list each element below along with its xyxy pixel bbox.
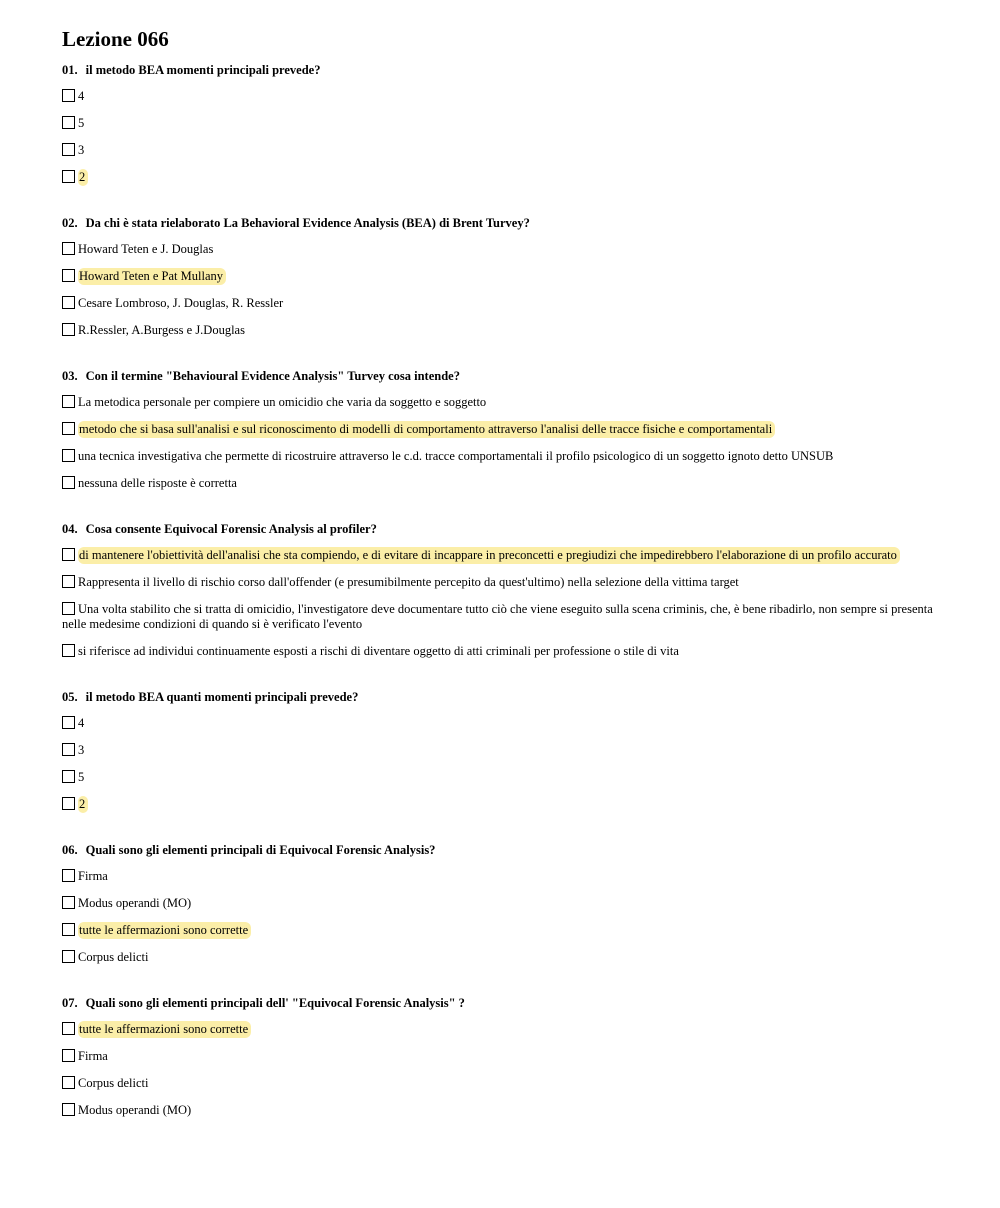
answer-list xyxy=(62,1022,942,1130)
question-block xyxy=(62,842,942,977)
quiz-page xyxy=(62,26,942,1148)
answer-list xyxy=(62,548,942,671)
question-text: il metodo BEA momenti principali prevede? xyxy=(85,63,321,77)
answer-text-correct: 2 xyxy=(78,169,88,186)
answer-text: si riferisce ad individui continuamente esposti a rischi di diventare oggetto di atti criminali per professione o stile di vita xyxy=(78,644,679,658)
answer-checkbox[interactable] xyxy=(62,575,75,588)
answer-checkbox[interactable] xyxy=(62,797,75,810)
answer-option[interactable] xyxy=(62,797,942,812)
answer-option[interactable] xyxy=(62,269,942,284)
answer-text: nessuna delle risposte è corretta xyxy=(78,476,237,490)
answer-option[interactable] xyxy=(62,89,942,104)
answer-checkbox[interactable] xyxy=(62,422,75,435)
answer-checkbox[interactable] xyxy=(62,1022,75,1035)
answer-option[interactable] xyxy=(62,923,942,938)
question-block xyxy=(62,995,942,1130)
question-number: 02. xyxy=(62,216,78,230)
question-number: 03. xyxy=(62,369,78,383)
question-text: il metodo BEA quanti momenti principali prevede? xyxy=(85,690,359,704)
question-number: 04. xyxy=(62,522,78,536)
answer-checkbox[interactable] xyxy=(62,449,75,462)
answer-checkbox[interactable] xyxy=(62,896,75,909)
answer-text: Una volta stabilito che si tratta di omicidio, l'investigatore deve documentare tutto ciò che viene eseguito sulla scena criminis, che, è bene ribadirlo, non sempre si presenta nelle medesime condizioni di quando si è verificato l'evento xyxy=(62,602,933,631)
answer-list xyxy=(62,89,942,197)
answer-text: 5 xyxy=(78,116,85,130)
question-title xyxy=(62,995,942,1011)
answer-checkbox[interactable] xyxy=(62,1103,75,1116)
answer-checkbox[interactable] xyxy=(62,950,75,963)
answer-checkbox[interactable] xyxy=(62,548,75,561)
answer-checkbox[interactable] xyxy=(62,644,75,657)
answer-option[interactable] xyxy=(62,1022,942,1037)
question-text: Quali sono gli elementi principali di Equivocal Forensic Analysis? xyxy=(85,843,436,857)
answer-option[interactable] xyxy=(62,449,942,464)
answer-checkbox[interactable] xyxy=(62,296,75,309)
answer-text-correct: di mantenere l'obiettività dell'analisi che sta compiendo, e di evitare di incappare in preconcetti e pregiudizi che impedirebbero l'elaborazione di un profilo accurato xyxy=(78,547,900,564)
answer-text: Firma xyxy=(78,1049,108,1063)
answer-checkbox[interactable] xyxy=(62,476,75,489)
answer-text: Firma xyxy=(78,869,108,883)
answer-checkbox[interactable] xyxy=(62,323,75,336)
answer-checkbox[interactable] xyxy=(62,716,75,729)
answer-option[interactable] xyxy=(62,143,942,158)
answer-option[interactable] xyxy=(62,950,942,965)
answer-text: 4 xyxy=(78,89,85,103)
question-text: Quali sono gli elementi principali dell' "Equivocal Forensic Analysis" ? xyxy=(85,996,465,1010)
answer-text: R.Ressler, A.Burgess e J.Douglas xyxy=(78,323,245,337)
answer-option[interactable] xyxy=(62,116,942,131)
answer-text-correct: tutte le affermazioni sono corrette xyxy=(78,922,251,939)
question-block xyxy=(62,521,942,671)
answer-text: Modus operandi (MO) xyxy=(78,1103,192,1117)
question-number: 05. xyxy=(62,690,78,704)
answer-text: La metodica personale per compiere un omicidio che varia da soggetto e soggetto xyxy=(78,395,487,409)
answer-text-correct: tutte le affermazioni sono corrette xyxy=(78,1021,251,1038)
answer-option[interactable] xyxy=(62,1076,942,1091)
lesson-title: Lezione 066 xyxy=(62,27,169,51)
question-number: 06. xyxy=(62,843,78,857)
answer-text: Cesare Lombroso, J. Douglas, R. Ressler xyxy=(78,296,284,310)
answer-checkbox[interactable] xyxy=(62,242,75,255)
answer-checkbox[interactable] xyxy=(62,743,75,756)
answer-list xyxy=(62,869,942,977)
answer-option[interactable] xyxy=(62,770,942,785)
answer-checkbox[interactable] xyxy=(62,89,75,102)
question-block xyxy=(62,62,942,197)
answer-option[interactable] xyxy=(62,716,942,731)
answer-option[interactable] xyxy=(62,743,942,758)
answer-option[interactable] xyxy=(62,296,942,311)
answer-checkbox[interactable] xyxy=(62,869,75,882)
answer-text: 5 xyxy=(78,770,85,784)
question-title xyxy=(62,368,942,384)
question-title xyxy=(62,215,942,231)
answer-option[interactable] xyxy=(62,869,942,884)
answer-checkbox[interactable] xyxy=(62,1076,75,1089)
answer-text: Howard Teten e J. Douglas xyxy=(78,242,214,256)
answer-option[interactable] xyxy=(62,395,942,410)
answer-option[interactable] xyxy=(62,896,942,911)
answer-text: Modus operandi (MO) xyxy=(78,896,192,910)
question-list xyxy=(62,62,942,1130)
answer-checkbox[interactable] xyxy=(62,269,75,282)
answer-text: 3 xyxy=(78,143,85,157)
question-block xyxy=(62,368,942,503)
answer-option[interactable] xyxy=(62,422,942,437)
answer-option[interactable] xyxy=(62,575,942,590)
answer-option[interactable] xyxy=(62,644,942,659)
question-title xyxy=(62,689,942,705)
question-block xyxy=(62,689,942,824)
answer-list xyxy=(62,395,942,503)
answer-option[interactable] xyxy=(62,242,942,257)
answer-option[interactable] xyxy=(62,323,942,338)
answer-checkbox[interactable] xyxy=(62,395,75,408)
answer-checkbox[interactable] xyxy=(62,602,75,615)
answer-list xyxy=(62,242,942,350)
question-number: 07. xyxy=(62,996,78,1010)
answer-checkbox[interactable] xyxy=(62,143,75,156)
question-block xyxy=(62,215,942,350)
answer-text: 4 xyxy=(78,716,85,730)
answer-text: Rappresenta il livello di rischio corso dall'offender (e presumibilmente percepito da quest'ultimo) nella selezione della vittima target xyxy=(78,575,739,589)
answer-option[interactable] xyxy=(62,1103,942,1118)
answer-option[interactable] xyxy=(62,602,942,632)
answer-text-correct: Howard Teten e Pat Mullany xyxy=(78,268,226,285)
answer-list xyxy=(62,716,942,824)
answer-checkbox[interactable] xyxy=(62,116,75,129)
question-number: 01. xyxy=(62,63,78,77)
answer-option[interactable] xyxy=(62,170,942,185)
question-text: Da chi è stata rielaborato La Behavioral Evidence Analysis (BEA) di Brent Turvey? xyxy=(85,216,530,230)
answer-text-correct: metodo che si basa sull'analisi e sul riconoscimento di modelli di comportamento attraverso l'analisi delle tracce fisiche e comportamentali xyxy=(78,421,775,438)
answer-text-correct: 2 xyxy=(78,796,88,813)
question-title xyxy=(62,62,942,78)
answer-checkbox[interactable] xyxy=(62,923,75,936)
answer-text: una tecnica investigativa che permette di ricostruire attraverso le c.d. tracce comportamentali il profilo psicologico di un soggetto ignoto detto UNSUB xyxy=(78,449,834,463)
answer-checkbox[interactable] xyxy=(62,770,75,783)
answer-checkbox[interactable] xyxy=(62,1049,75,1062)
question-title xyxy=(62,521,942,537)
answer-text: 3 xyxy=(78,743,85,757)
answer-text: Corpus delicti xyxy=(78,950,149,964)
answer-text: Corpus delicti xyxy=(78,1076,149,1090)
answer-option[interactable] xyxy=(62,1049,942,1064)
answer-option[interactable] xyxy=(62,548,942,563)
answer-option[interactable] xyxy=(62,476,942,491)
answer-checkbox[interactable] xyxy=(62,170,75,183)
question-text: Con il termine "Behavioural Evidence Analysis" Turvey cosa intende? xyxy=(85,369,460,383)
question-text: Cosa consente Equivocal Forensic Analysis al profiler? xyxy=(85,522,377,536)
question-title xyxy=(62,842,942,858)
